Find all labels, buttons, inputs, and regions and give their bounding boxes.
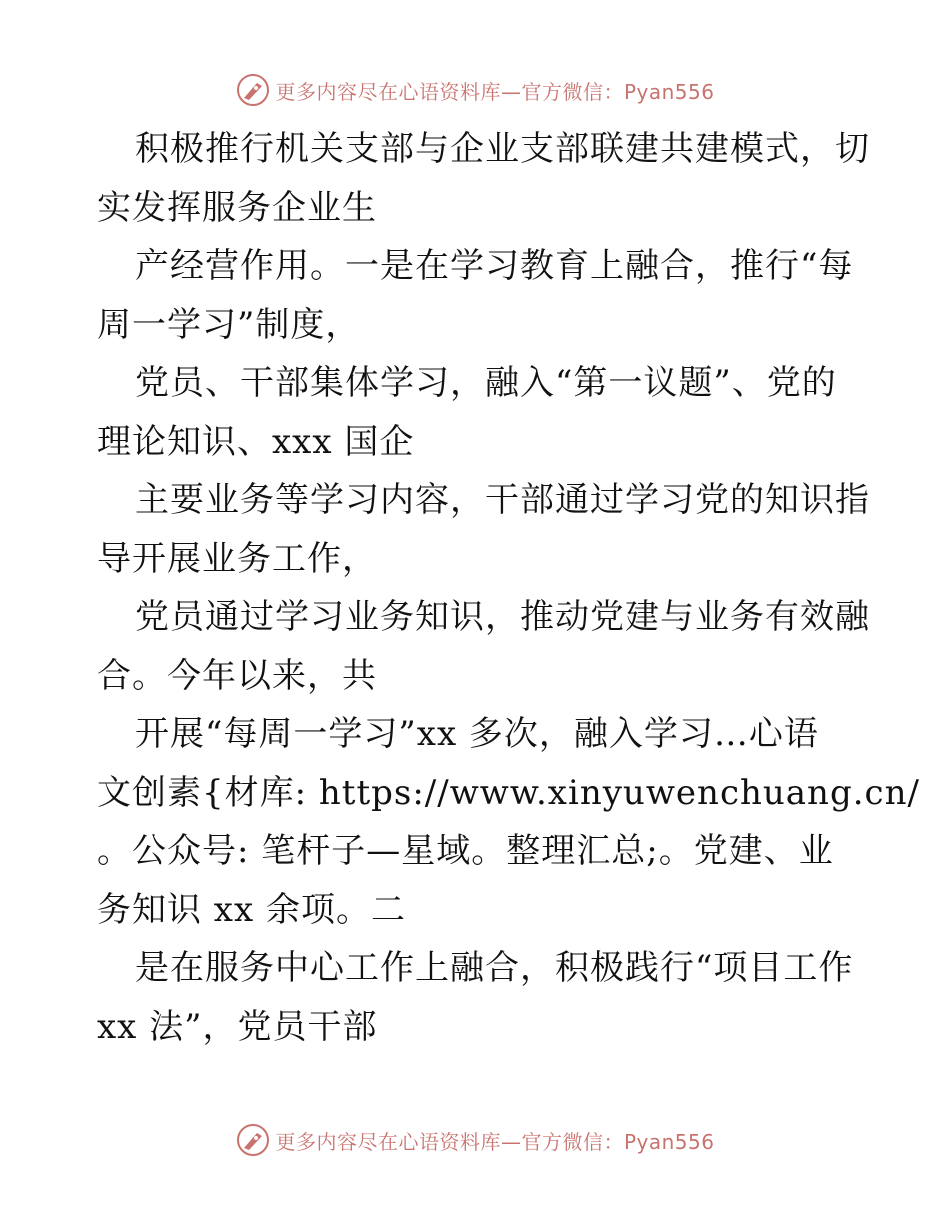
paragraph [97,471,870,588]
footer-banner [0,1120,950,1160]
text-line: 实发挥服务企业生 [97,187,377,228]
text-line: xx 法”，党员干部 [97,1006,378,1047]
text-line: 主要业务等学习内容，干部通过学习党的知识指 [135,480,870,520]
pen-nib-logo-icon [235,1122,271,1158]
text-line: 合。今年以来，共 [97,655,377,696]
paragraph [97,939,857,1056]
banner-text: 更多内容尽在心语资料库—官方微信：Pyan556 [275,79,715,104]
text-line: 理论知识、xxx 国企 [97,421,415,462]
text-line: 党员通过学习业务知识，推动党建与业务有效融 [135,597,870,637]
banner-text: 更多内容尽在心语资料库—官方微信：Pyan556 [275,1129,715,1154]
text-line: 产经营作用。一是在学习教育上融合，推行“每 [135,246,854,286]
paragraph [97,588,870,705]
text-line: 是在服务中心工作上融合，积极践行“项目工作 [135,948,854,988]
text-line: 党员、干部集体学习，融入“第一议题”、党的 [135,363,837,403]
paragraph [97,354,857,471]
pen-nib-logo-icon [235,72,271,108]
text-line: 开展“每周一学习”xx 多次，融入学习…心语 [135,714,819,754]
header-banner [0,70,950,110]
text-line: 周一学习”制度， [97,304,361,345]
text-line: 务知识 xx 余项。二 [97,889,406,930]
paragraph [97,120,870,237]
text-line: 导开展业务工作， [97,538,377,579]
paragraph [97,237,857,354]
document-body [97,120,920,1056]
text-line: 。公众号: 笔杆子—星域。整理汇总;。党建、业 [97,831,834,871]
paragraph [97,705,920,939]
text-line: 积极推行机关支部与企业支部联建共建模式，切 [135,129,870,169]
text-line: 文创素{材库: https://www.xinyuwenchuang.cn/ [97,772,920,813]
